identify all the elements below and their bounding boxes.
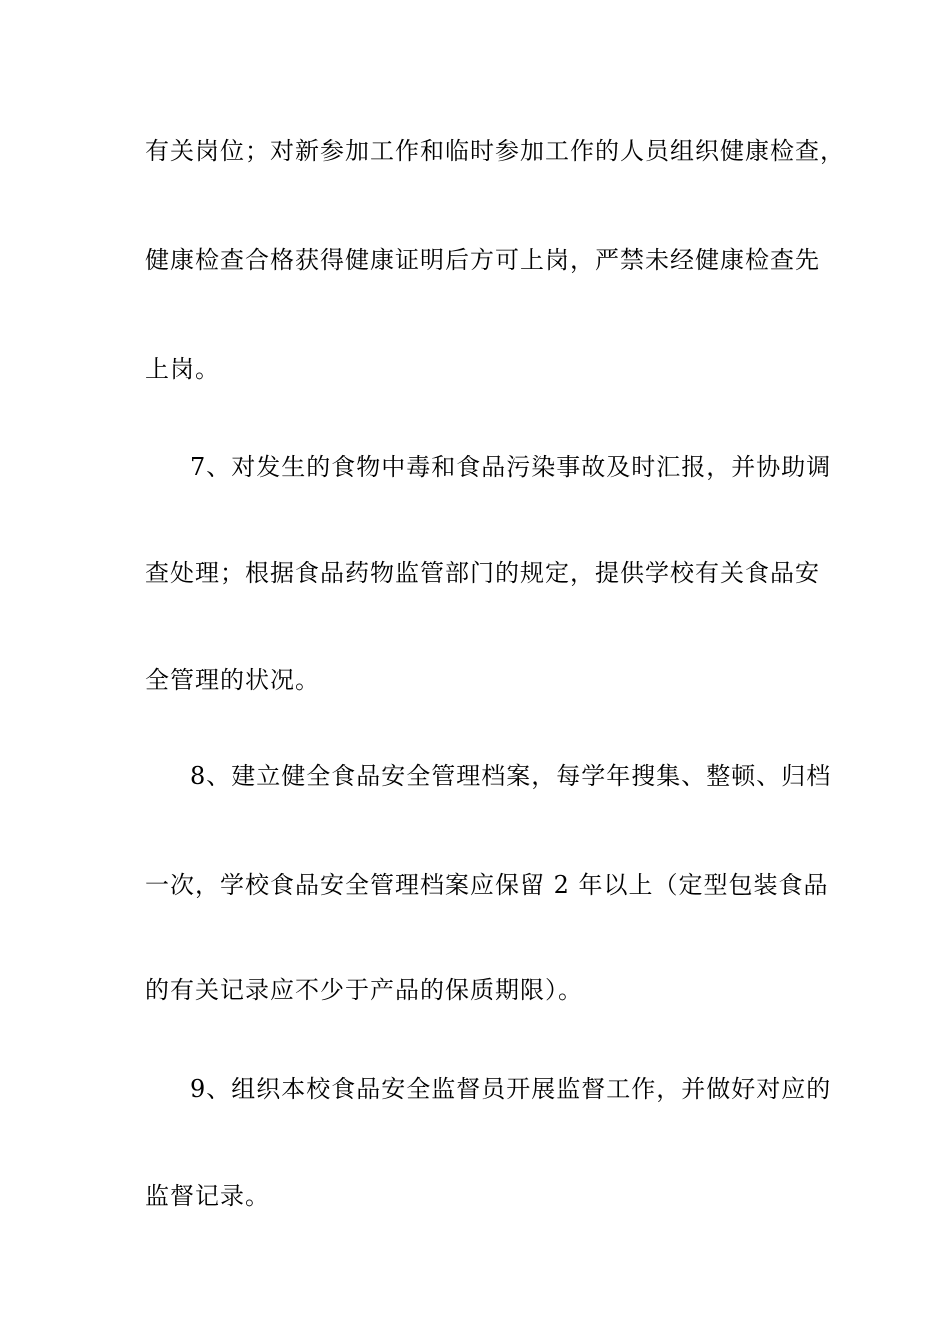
paragraph-line: 有关岗位；对新参加工作和临时参加工作的人员组织健康检查， xyxy=(145,137,845,165)
paragraph-line: 一次，学校食品安全管理档案应保留 2 年以上（定型包装食品 xyxy=(145,871,829,899)
paragraph-line: 7、对发生的食物中毒和食品污染事故及时汇报，并协助调 xyxy=(190,453,832,481)
paragraph-line: 全管理的状况。 xyxy=(145,666,320,694)
paragraph-line: 8、建立健全食品安全管理档案，每学年搜集、整顿、归档 xyxy=(190,762,832,790)
paragraph-line: 健康检查合格获得健康证明后方可上岗，严禁未经健康检查先 xyxy=(145,246,820,274)
paragraph-line: 上岗。 xyxy=(145,355,220,383)
paragraph-line: 监督记录。 xyxy=(145,1182,270,1210)
paragraph-line: 查处理；根据食品药物监管部门的规定，提供学校有关食品安 xyxy=(145,559,820,587)
paragraph-line: 9、组织本校食品安全监督员开展监督工作，并做好对应的 xyxy=(190,1075,832,1103)
paragraph-line: 的有关记录应不少于产品的保质期限）。 xyxy=(145,976,583,1004)
